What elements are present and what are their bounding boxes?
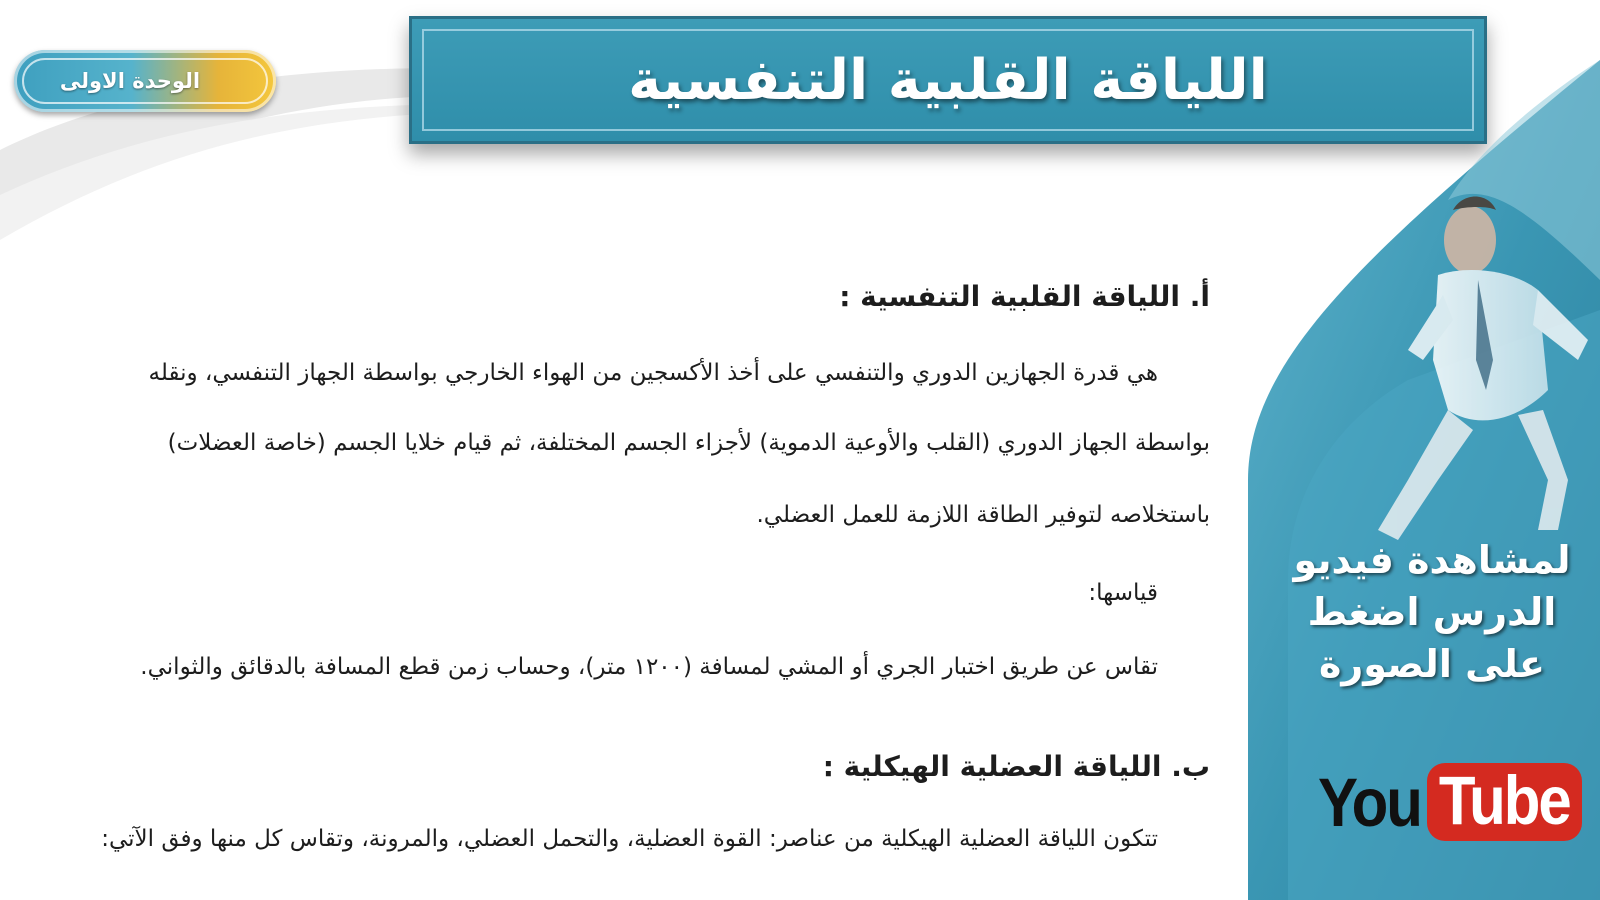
unit-label: الوحدة الاولى	[59, 69, 201, 93]
section-a-heading: أ. اللياقة القلبية التنفسية :	[839, 280, 1210, 313]
section-b-heading: ب. اللياقة العضلية الهيكلية :	[822, 750, 1210, 783]
youtube-logo-you: You	[1318, 763, 1421, 841]
measure-text: تقاس عن طريق اختبار الجري أو المشي لمسافة (١٢٠٠ متر)، وحساب زمن قطع المسافة بالدقائق والثواني.	[140, 654, 1158, 680]
youtube-logo[interactable]	[1318, 758, 1570, 846]
section-a-line-3: باستخلاصه لتوفير الطاقة اللازمة للعمل العضلي.	[756, 502, 1210, 528]
youtube-logo-tube-box	[1427, 763, 1582, 841]
page-title: اللياقة القلبية التنفسية	[628, 47, 1268, 113]
measure-label: قياسها:	[1088, 580, 1158, 606]
unit-badge	[14, 50, 276, 112]
section-a-line-2: بواسطة الجهاز الدوري (القلب والأوعية الدموية) لأجزاء الجسم المختلفة، ثم قيام خلايا الجسم (خاصة العضلات)	[167, 430, 1210, 456]
video-cta[interactable]	[1262, 534, 1600, 690]
youtube-logo-tube: Tube	[1438, 761, 1570, 839]
video-cta-line-1: لمشاهدة فيديو	[1293, 538, 1571, 582]
section-a-line-1: هي قدرة الجهازين الدوري والتنفسي على أخذ الأكسجين من الهواء الخارجي بواسطة الجهاز التنفسي، ونقله	[148, 360, 1158, 386]
video-cta-line-2: الدرس اضغط	[1307, 590, 1557, 634]
video-cta-line-3: على الصورة	[1318, 642, 1545, 686]
section-b-text: تتكون اللياقة العضلية الهيكلية من عناصر: القوة العضلية، والتحمل العضلي، والمرونة، وتقاس كل منها وفق الآتي:	[101, 826, 1158, 852]
